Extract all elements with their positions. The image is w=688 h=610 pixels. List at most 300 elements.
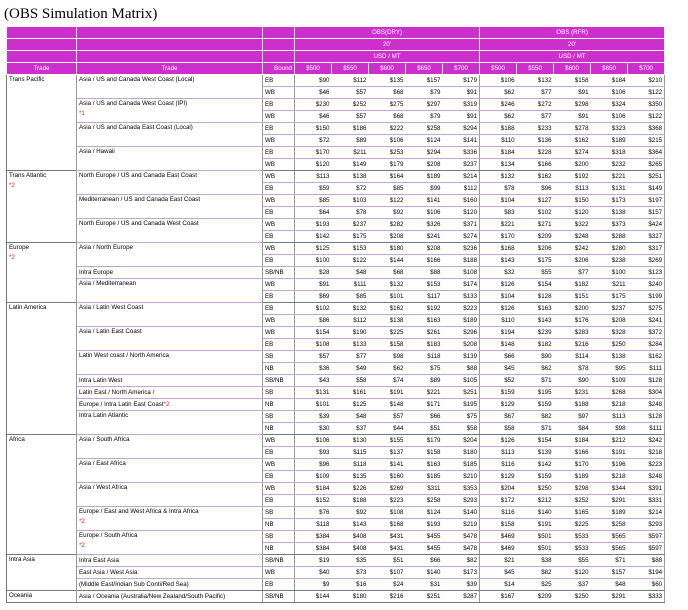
rate-cell-rfr: $250	[517, 483, 554, 495]
rate-cell-dry: $57	[332, 111, 369, 123]
rate-cell-dry: $258	[406, 495, 443, 507]
rate-cell-dry: $219	[443, 519, 480, 531]
rate-cell-rfr: $158	[554, 75, 591, 87]
rate-cell-dry: $478	[443, 531, 480, 543]
rate-cell-dry: $112	[443, 183, 480, 195]
rate-cell-rfr: $298	[554, 99, 591, 111]
rate-cell-dry: $31	[406, 579, 443, 591]
rate-cell-dry: $96	[295, 459, 332, 471]
rate-cell-rfr: $55	[517, 267, 554, 279]
rate-cell-dry: $130	[332, 435, 369, 447]
table-row	[7, 591, 665, 603]
rate-cell-dry: $170	[295, 147, 332, 159]
rate-cell-dry: $120	[295, 159, 332, 171]
rate-cell-dry: $115	[332, 447, 369, 459]
rate-cell-dry: $138	[369, 315, 406, 327]
header-blank	[263, 51, 295, 63]
rate-cell-dry: $193	[406, 519, 443, 531]
rate-cell-dry: $57	[369, 411, 406, 423]
rate-cell-rfr: $163	[517, 303, 554, 315]
rate-cell-rfr: $173	[591, 195, 628, 207]
rate-cell-rfr: $565	[591, 543, 628, 555]
rate-cell-rfr: $90	[517, 351, 554, 363]
rate-cell-rfr: $175	[517, 255, 554, 267]
header-blank	[77, 51, 263, 63]
rate-cell-rfr: $268	[591, 387, 628, 399]
rate-cell-rfr: $110	[480, 315, 517, 327]
rate-cell-dry: $105	[443, 375, 480, 387]
rate-cell-dry: $141	[369, 459, 406, 471]
table-row	[7, 387, 665, 399]
rate-cell-dry: $91	[295, 279, 332, 291]
route-name: Asia / North Europe	[79, 244, 133, 251]
rate-cell-dry: $478	[443, 543, 480, 555]
table-row	[7, 75, 665, 87]
rate-cell-dry: $90	[295, 75, 332, 87]
rate-cell-dry: $384	[295, 543, 332, 555]
rate-cell-rfr: $233	[517, 123, 554, 135]
route-cell	[77, 243, 263, 267]
rate-cell-dry: $431	[369, 531, 406, 543]
rate-cell-rfr: $157	[628, 207, 665, 219]
bound-cell: NB	[263, 519, 295, 531]
header-level: $500	[480, 63, 517, 75]
rate-cell-rfr: $77	[517, 111, 554, 123]
rate-cell-rfr: $246	[480, 99, 517, 111]
route-name: Asia / West Africa	[79, 484, 128, 491]
header-bound: Bound	[263, 63, 295, 75]
rate-cell-dry: $69	[295, 291, 332, 303]
rate-cell-rfr: $38	[517, 555, 554, 567]
rate-cell-rfr: $218	[591, 471, 628, 483]
rate-cell-dry: $91	[443, 111, 480, 123]
rate-cell-dry: $158	[406, 447, 443, 459]
rate-cell-rfr: $113	[554, 183, 591, 195]
rate-cell-rfr: $32	[480, 267, 517, 279]
rate-cell-dry: $190	[332, 327, 369, 339]
table-row	[7, 327, 665, 339]
rate-cell-rfr: $191	[591, 447, 628, 459]
table-row	[7, 411, 665, 423]
rate-cell-dry: $188	[332, 495, 369, 507]
rate-cell-rfr: $67	[480, 411, 517, 423]
rate-cell-dry: $118	[332, 459, 369, 471]
trade-name: Trans Atlantic	[9, 172, 47, 179]
rate-cell-dry: $296	[443, 327, 480, 339]
header-level: $600	[369, 63, 406, 75]
rate-cell-dry: $28	[295, 267, 332, 279]
rate-cell-dry: $188	[443, 255, 480, 267]
rate-cell-dry: $107	[369, 567, 406, 579]
rate-cell-dry: $101	[295, 399, 332, 411]
rate-cell-dry: $58	[332, 375, 369, 387]
rate-cell-dry: $66	[406, 411, 443, 423]
rate-cell-dry: $68	[369, 267, 406, 279]
rate-cell-rfr: $350	[628, 99, 665, 111]
rate-cell-rfr: $113	[591, 411, 628, 423]
bound-cell: EB	[263, 255, 295, 267]
header-level: $550	[517, 63, 554, 75]
rate-cell-rfr: $128	[517, 291, 554, 303]
rate-cell-rfr: $280	[591, 243, 628, 255]
rate-cell-rfr: $250	[591, 339, 628, 351]
rate-cell-rfr: $62	[517, 363, 554, 375]
rate-cell-rfr: $269	[628, 255, 665, 267]
rate-cell-rfr: $364	[628, 147, 665, 159]
rate-cell-dry: $88	[406, 267, 443, 279]
rate-cell-dry: $137	[369, 447, 406, 459]
rate-cell-rfr: $533	[554, 531, 591, 543]
rate-cell-rfr: $126	[480, 279, 517, 291]
route-name: Asia / Latin West Coast	[79, 304, 144, 311]
table-row	[7, 399, 665, 411]
rate-cell-dry: $24	[369, 579, 406, 591]
rate-cell-dry: $142	[295, 231, 332, 243]
header-size-dry: 20'	[295, 39, 480, 51]
rate-cell-rfr: $184	[591, 75, 628, 87]
rate-cell-rfr: $323	[591, 123, 628, 135]
rate-cell-dry: $258	[406, 123, 443, 135]
rate-cell-rfr: $258	[591, 519, 628, 531]
rate-cell-rfr: $45	[480, 567, 517, 579]
rate-cell-dry: $16	[332, 579, 369, 591]
rate-cell-rfr: $91	[554, 87, 591, 99]
rate-cell-dry: $183	[406, 339, 443, 351]
rate-cell-dry: $101	[369, 291, 406, 303]
rate-cell-dry: $140	[406, 567, 443, 579]
rate-cell-dry: $223	[369, 495, 406, 507]
route-cell	[77, 531, 263, 555]
rate-cell-rfr: $293	[628, 519, 665, 531]
bound-cell: WB	[263, 435, 295, 447]
rate-cell-dry: $158	[369, 339, 406, 351]
rate-cell-rfr: $127	[517, 195, 554, 207]
rate-cell-dry: $106	[295, 435, 332, 447]
rate-cell-rfr: $52	[480, 375, 517, 387]
bound-cell: EB	[263, 447, 295, 459]
bound-cell: WB	[263, 243, 295, 255]
rate-cell-rfr: $206	[554, 255, 591, 267]
rate-cell-dry: $153	[406, 279, 443, 291]
rate-cell-rfr: $82	[517, 567, 554, 579]
bound-cell: EB	[263, 183, 295, 195]
trade-name: Africa	[9, 436, 25, 443]
rate-cell-rfr: $271	[517, 219, 554, 231]
rate-cell-rfr: $194	[628, 567, 665, 579]
rate-cell-rfr: $136	[517, 135, 554, 147]
rate-cell-rfr: $111	[628, 363, 665, 375]
rate-cell-rfr: $131	[591, 183, 628, 195]
rate-cell-dry: $88	[443, 363, 480, 375]
rate-cell-rfr: $333	[628, 591, 665, 603]
obs-simulation-matrix	[6, 26, 665, 603]
header-blank	[7, 51, 77, 63]
rate-cell-dry: $275	[369, 99, 406, 111]
bound-cell: EB	[263, 339, 295, 351]
route-note: *2	[79, 542, 85, 549]
rate-cell-rfr: $82	[517, 411, 554, 423]
rate-cell-rfr: $83	[480, 207, 517, 219]
table-row	[7, 219, 665, 231]
bound-cell: WB	[263, 159, 295, 171]
bound-cell: SB/NB	[263, 375, 295, 387]
rate-cell-rfr: $597	[628, 531, 665, 543]
header-blank	[263, 39, 295, 51]
rate-cell-rfr: $331	[628, 495, 665, 507]
rate-cell-rfr: $128	[628, 411, 665, 423]
rate-cell-dry: $204	[443, 435, 480, 447]
route-name: Mediterranean / US and Canada East Coast	[79, 196, 201, 203]
rate-cell-rfr: $71	[517, 423, 554, 435]
rate-cell-dry: $208	[406, 159, 443, 171]
rate-cell-rfr: $154	[517, 435, 554, 447]
rate-cell-dry: $64	[295, 207, 332, 219]
rate-cell-rfr: $533	[554, 543, 591, 555]
rate-cell-rfr: $162	[554, 135, 591, 147]
rate-cell-rfr: $209	[517, 591, 554, 603]
rate-cell-dry: $179	[369, 159, 406, 171]
rate-cell-rfr: $176	[554, 315, 591, 327]
rate-cell-dry: $184	[295, 483, 332, 495]
rate-cell-rfr: $148	[480, 339, 517, 351]
rate-cell-rfr: $139	[517, 447, 554, 459]
table-row	[7, 303, 665, 315]
rate-cell-rfr: $143	[480, 255, 517, 267]
rate-cell-dry: $189	[443, 315, 480, 327]
rate-cell-rfr: $170	[554, 459, 591, 471]
rate-cell-dry: $186	[332, 123, 369, 135]
rate-cell-dry: $44	[369, 423, 406, 435]
route-name: Asia / US and Canada West Coast (Local)	[79, 76, 195, 83]
rate-cell-dry: $297	[406, 99, 443, 111]
route-cell	[77, 459, 263, 483]
rate-cell-dry: $223	[443, 303, 480, 315]
rate-cell-dry: $135	[332, 471, 369, 483]
route-name: Asia / US and Canada East Coast (Local)	[79, 124, 193, 131]
rate-cell-dry: $113	[295, 171, 332, 183]
rate-cell-dry: $73	[332, 567, 369, 579]
table-row	[7, 195, 665, 207]
rate-cell-dry: $89	[406, 375, 443, 387]
rate-cell-rfr: $597	[628, 543, 665, 555]
rate-cell-rfr: $114	[554, 351, 591, 363]
rate-cell-rfr: $62	[480, 87, 517, 99]
route-name: East Asia / West Asia	[79, 568, 138, 576]
rate-cell-dry: $149	[332, 159, 369, 171]
bound-cell: SB/NB	[263, 555, 295, 567]
rate-cell-rfr: $71	[591, 555, 628, 567]
rate-cell-rfr: $166	[554, 447, 591, 459]
rate-cell-dry: $138	[332, 171, 369, 183]
rate-cell-rfr: $175	[591, 291, 628, 303]
rate-cell-rfr: $104	[480, 195, 517, 207]
rate-cell-rfr: $165	[554, 507, 591, 519]
route-name: (Middle East/Indian Sub Conti/Red Sea)	[79, 580, 189, 588]
rate-cell-rfr: $90	[554, 375, 591, 387]
bound-cell: NB	[263, 423, 295, 435]
rate-cell-rfr: $168	[480, 243, 517, 255]
rate-cell-rfr: $238	[591, 255, 628, 267]
rate-cell-dry: $19	[295, 555, 332, 567]
rate-cell-dry: $59	[295, 183, 332, 195]
rate-cell-rfr: $215	[628, 135, 665, 147]
rate-cell-dry: $106	[406, 207, 443, 219]
rate-cell-dry: $222	[369, 123, 406, 135]
rate-cell-dry: $208	[369, 231, 406, 243]
rate-cell-rfr: $241	[628, 315, 665, 327]
header-blank	[77, 39, 263, 51]
rate-cell-rfr: $159	[517, 399, 554, 411]
rate-cell-dry: $140	[443, 507, 480, 519]
rate-cell-rfr: $565	[591, 531, 628, 543]
table-row	[7, 147, 665, 159]
rate-cell-rfr: $123	[628, 267, 665, 279]
rate-cell-rfr: $140	[517, 507, 554, 519]
bound-cell: EB	[263, 231, 295, 243]
rate-cell-rfr: $324	[591, 99, 628, 111]
rate-cell-rfr: $100	[591, 267, 628, 279]
rate-cell-dry: $189	[406, 171, 443, 183]
rate-cell-dry: $252	[332, 99, 369, 111]
header-trade: Trade	[7, 63, 77, 75]
table-row	[7, 555, 665, 567]
trade-cell	[7, 555, 77, 591]
rate-cell-rfr: $344	[591, 483, 628, 495]
rate-cell-rfr: $252	[554, 495, 591, 507]
rate-cell-dry: $282	[369, 219, 406, 231]
rate-cell-rfr: $221	[591, 171, 628, 183]
rate-cell-dry: $225	[369, 327, 406, 339]
rate-cell-dry: $161	[332, 387, 369, 399]
rate-cell-rfr: $162	[628, 351, 665, 363]
rate-cell-dry: $85	[332, 291, 369, 303]
trade-name: Oceania	[9, 592, 33, 599]
route-note: *1	[79, 110, 85, 117]
rate-cell-dry: $152	[295, 495, 332, 507]
trade-cell	[7, 303, 77, 435]
trade-cell	[7, 435, 77, 555]
rate-cell-dry: $51	[406, 423, 443, 435]
header-obs-rfr: OBS (RFR)	[480, 27, 665, 39]
header-level: $500	[295, 63, 332, 75]
route-name: Europe / South Africa	[79, 532, 138, 539]
rate-cell-dry: $111	[332, 279, 369, 291]
rate-cell-rfr: $14	[480, 579, 517, 591]
rate-cell-rfr: $96	[517, 183, 554, 195]
table-row	[7, 459, 665, 471]
rate-cell-dry: $57	[295, 351, 332, 363]
rate-cell-rfr: $204	[480, 483, 517, 495]
route-name: Europe / East and West Africa & Intra Africa	[79, 508, 199, 515]
bound-cell: WB	[263, 483, 295, 495]
rate-cell-rfr: $182	[554, 279, 591, 291]
header-obs-dry: OBS(DRY)	[295, 27, 480, 39]
rate-cell-rfr: $210	[628, 75, 665, 87]
rate-cell-rfr: $221	[480, 219, 517, 231]
bound-cell: SB	[263, 531, 295, 543]
rate-cell-rfr: $189	[591, 135, 628, 147]
rate-cell-dry: $211	[332, 147, 369, 159]
rate-cell-rfr: $58	[480, 423, 517, 435]
rate-cell-dry: $49	[332, 363, 369, 375]
table-row	[7, 435, 665, 447]
rate-cell-dry: $208	[406, 243, 443, 255]
bound-cell: WB	[263, 327, 295, 339]
rate-cell-dry: $163	[406, 315, 443, 327]
rate-cell-rfr: $159	[517, 471, 554, 483]
route-name: Asia / Latin East Coast	[79, 328, 142, 335]
bound-cell: EB	[263, 75, 295, 87]
rate-cell-rfr: $211	[591, 279, 628, 291]
rate-cell-dry: $293	[443, 495, 480, 507]
rate-cell-dry: $118	[295, 519, 332, 531]
rate-cell-rfr: $91	[554, 111, 591, 123]
bound-cell: SB/NB	[263, 267, 295, 279]
route-name: Asia / US and Canada West Coast (IPI)	[79, 100, 188, 107]
trade-name: Trans Pacific	[9, 76, 45, 83]
rate-cell-dry: $236	[443, 243, 480, 255]
route-name: Asia / Hawaii	[79, 148, 115, 155]
rate-cell-rfr: $78	[554, 363, 591, 375]
rate-cell-dry: $175	[332, 231, 369, 243]
rate-cell-dry: $74	[369, 375, 406, 387]
rate-cell-rfr: $318	[591, 147, 628, 159]
rate-cell-dry: $251	[406, 591, 443, 603]
rate-cell-dry: $108	[369, 507, 406, 519]
rate-cell-rfr: $110	[480, 135, 517, 147]
rate-cell-dry: $62	[369, 363, 406, 375]
header-trade-route: Trade	[77, 63, 263, 75]
rate-cell-dry: $68	[369, 111, 406, 123]
trade-name: Intra Asia	[9, 556, 35, 563]
rate-cell-rfr: $242	[628, 435, 665, 447]
rate-cell-rfr: $228	[517, 147, 554, 159]
route-cell	[77, 219, 263, 243]
bound-cell: EB	[263, 207, 295, 219]
rate-cell-dry: $455	[406, 543, 443, 555]
rate-cell-rfr: $55	[554, 555, 591, 567]
rate-cell-rfr: $225	[554, 519, 591, 531]
rate-cell-dry: $120	[443, 207, 480, 219]
rate-cell-dry: $216	[369, 591, 406, 603]
rate-cell-rfr: $223	[628, 459, 665, 471]
bound-cell: EB	[263, 303, 295, 315]
rate-cell-dry: $141	[443, 135, 480, 147]
rate-cell-dry: $274	[443, 231, 480, 243]
rate-cell-rfr: $212	[517, 495, 554, 507]
rate-cell-rfr: $184	[554, 435, 591, 447]
rate-cell-rfr: $251	[628, 171, 665, 183]
rate-cell-rfr: $272	[517, 99, 554, 111]
rate-cell-dry: $160	[443, 195, 480, 207]
rate-cell-dry: $108	[295, 339, 332, 351]
rate-cell-dry: $99	[406, 183, 443, 195]
rate-cell-rfr: $189	[591, 507, 628, 519]
route-cell	[77, 567, 263, 579]
bound-cell: SB	[263, 351, 295, 363]
rate-cell-dry: $124	[406, 507, 443, 519]
matrix-body	[7, 75, 665, 603]
rate-cell-rfr: $209	[517, 231, 554, 243]
rate-cell-rfr: $284	[628, 339, 665, 351]
table-row	[7, 531, 665, 543]
rate-cell-dry: $191	[369, 387, 406, 399]
header-blank	[7, 39, 77, 51]
rate-cell-rfr: $208	[591, 315, 628, 327]
table-row	[7, 171, 665, 183]
rate-cell-rfr: $188	[554, 399, 591, 411]
rate-cell-dry: $100	[295, 255, 332, 267]
